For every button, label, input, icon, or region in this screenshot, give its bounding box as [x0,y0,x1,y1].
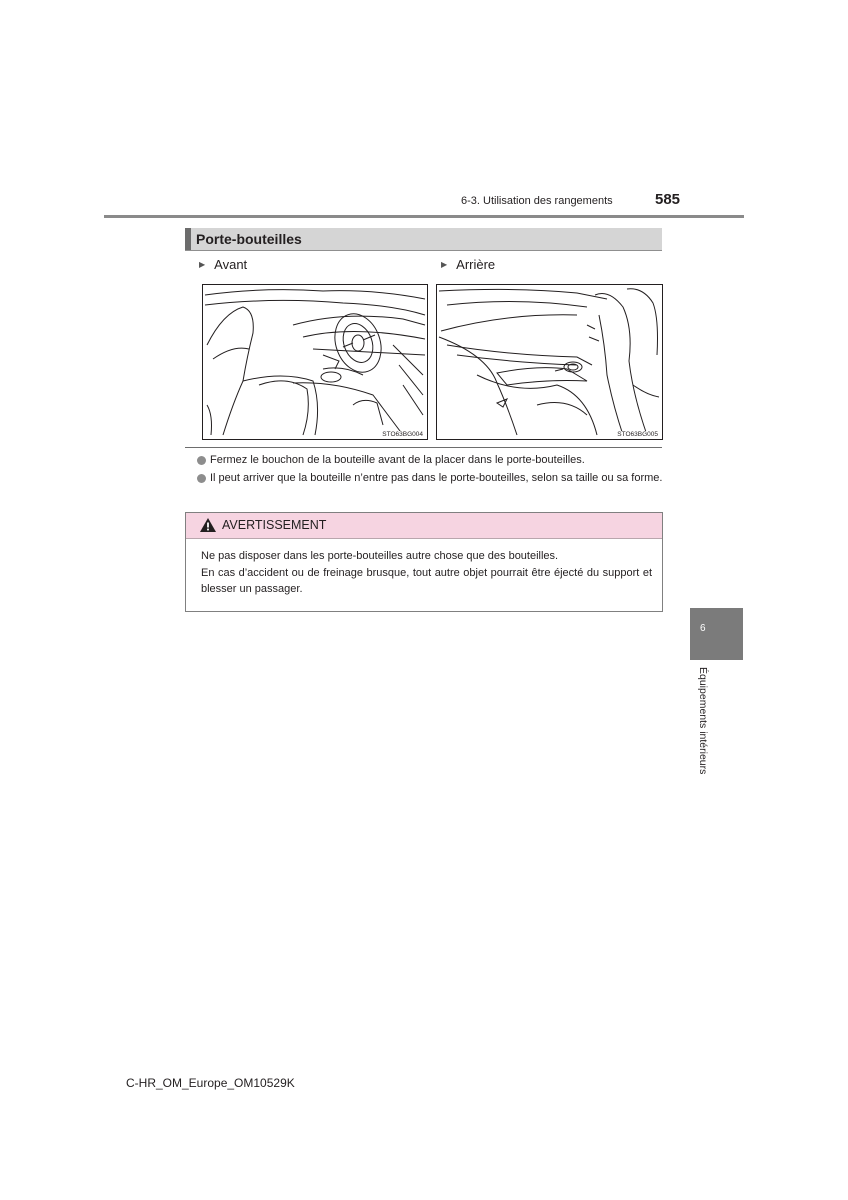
header-section-title: 6-3. Utilisation des rangements [461,195,613,207]
warning-header [186,513,662,539]
figure-code-front: STO63BG004 [382,431,423,438]
bullet-text: Il peut arriver que la bouteille n’entre pas dans le porte-bouteilles, selon sa taille ou sa forme. [210,471,663,484]
figure-code-rear: STO63BG005 [617,431,658,438]
bullet-text: Fermez le bouchon de la bouteille avant de la placer dans le porte-bouteilles. [210,454,585,466]
section-title-bar [185,228,662,251]
section-title: Porte-bouteilles [196,231,302,247]
triangle-right-icon: ▶ [199,260,206,269]
header-divider [104,215,744,218]
chapter-label: Équipements intérieurs [697,667,709,775]
warning-body [201,548,652,598]
chapter-tab [690,608,743,660]
section-title-accent [185,228,191,250]
chapter-number: 6 [700,623,706,634]
content-divider [185,447,662,448]
rear-cup-holder-illustration [436,284,663,440]
triangle-right-icon: ▶ [441,260,448,269]
warning-box [185,512,663,612]
bullet-list [197,452,663,487]
page-number: 585 [655,191,681,208]
figure-label-front [199,257,247,272]
figure-label-front-text: Avant [214,257,248,272]
warning-title: AVERTISSEMENT [222,518,327,532]
footer-doc-id: C-HR_OM_Europe_OM10529K [126,1076,295,1090]
front-cup-holder-illustration [202,284,428,440]
figure-label-rear-text: Arrière [456,257,496,272]
warning-triangle-icon [199,517,217,533]
bullet-icon [197,456,206,465]
list-item [197,470,663,488]
bullet-icon [197,474,206,483]
list-item [197,452,663,470]
warning-text: Ne pas disposer dans les porte-bouteilles autre chose que des bouteilles. [201,550,559,562]
figure-label-rear [441,257,495,272]
warning-text: En cas d’accident ou de freinage brusque, tout autre objet pourrait être éjecté du support et blesser un passager. [201,566,652,595]
